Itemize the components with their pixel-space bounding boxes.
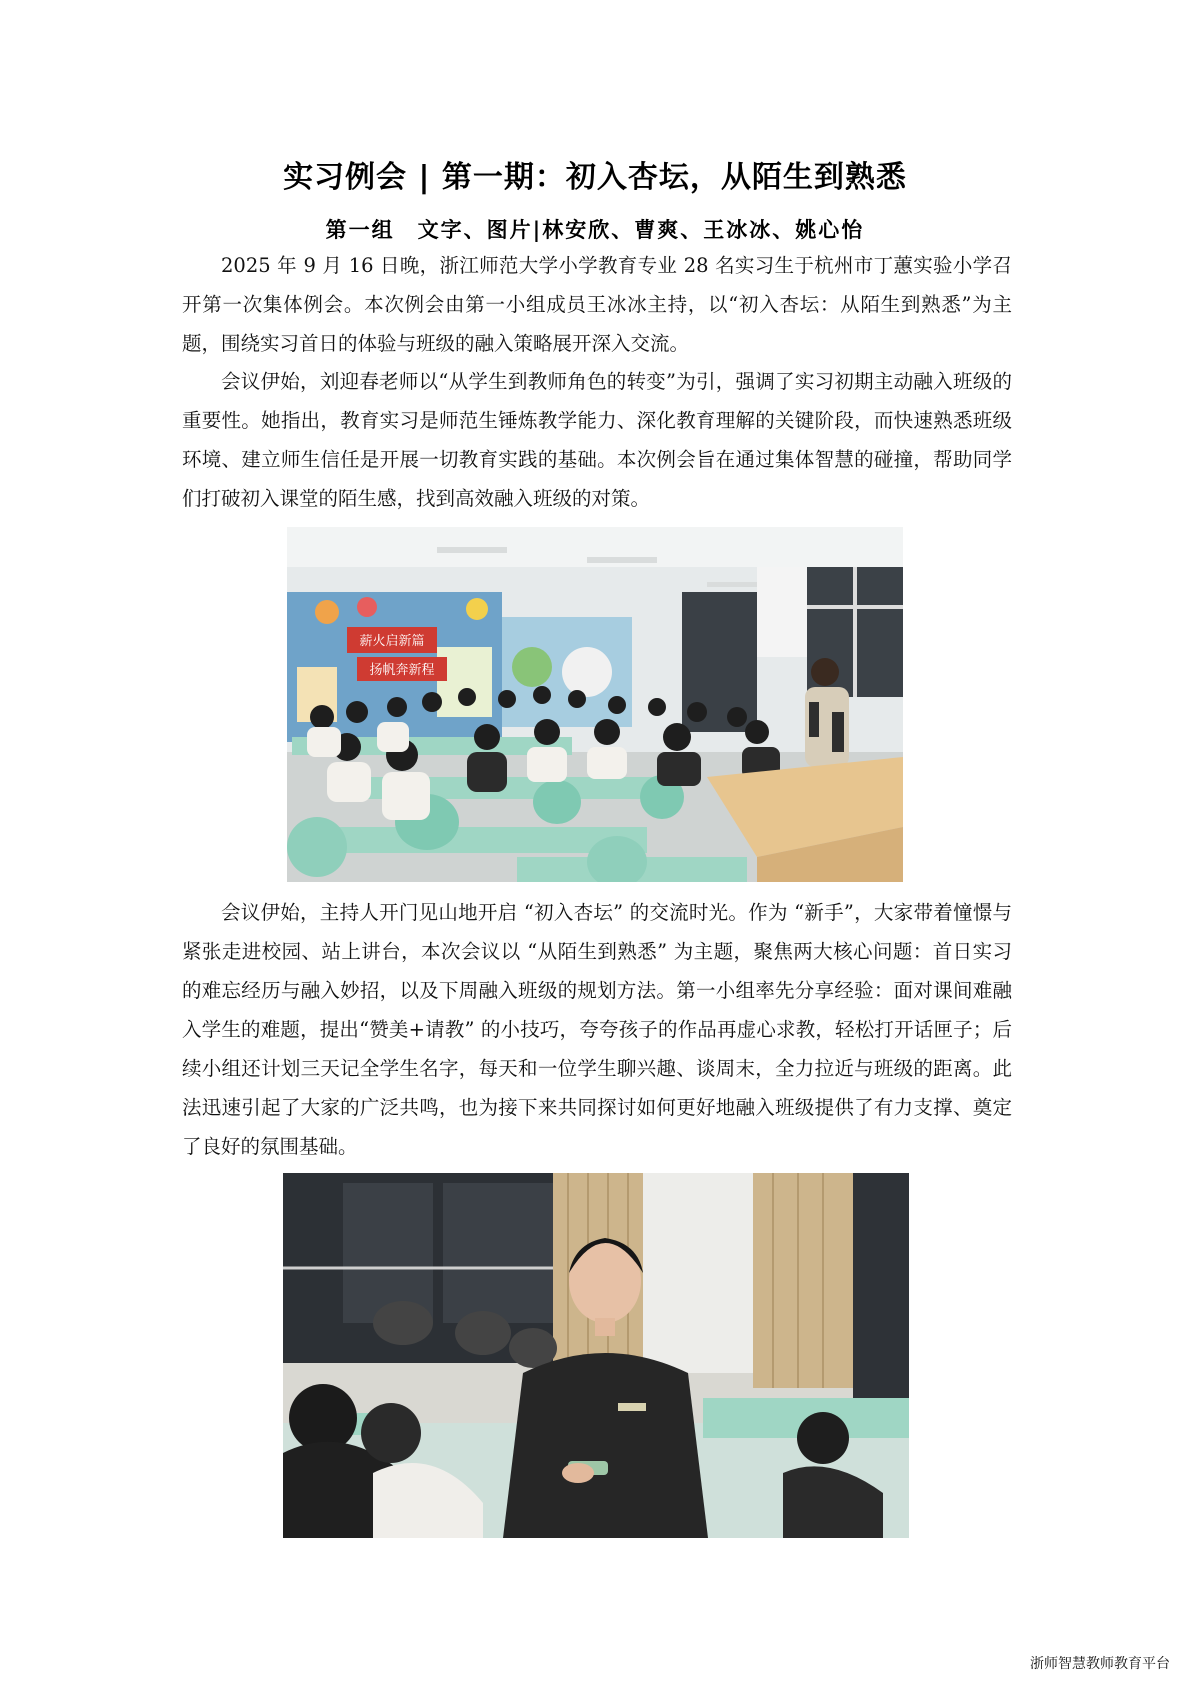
board-slogan-2: 扬帆奔新程: [369, 663, 435, 678]
paragraph-3: 会议伊始，主持人开门见山地开启 “初入杏坛” 的交流时光。作为 “新手”，大家带着憧憬与紧张走进校园、站上讲台，本次会议以 “从陌生到熟悉” 为主题，聚焦两大核心问题：首日实习的难忘经历与融入妙招，以及下周融入班级的规划方法。第一小组率先分享经验：面对课间难融入学生的难题，提出“赞美+请教” 的小技巧，夸夸孩子的作品再虚心求教，轻松打开话匣子；后续小组还计划三天记全学生名字，每天和一位学生聊兴趣、谈周末，全力拉近与班级的距离。此法迅速引起了大家的广泛共鸣，也为接下来共同探讨如何更好地融入班级提供了有力支撑、奠定了良好的氛围基础。: [182, 901, 1012, 1158]
paragraph-2: 会议伊始，刘迎春老师以“从学生到教师角色的转变”为引，强调了实习初期主动融入班级的重要性。她指出，教育实习是师范生锤炼教学能力、深化教育理解的关键阶段，而快速熟悉班级环境、建立师生信任是开展一切教育实践的基础。本次例会旨在通过集体智慧的碰撞，帮助同学们打破初入课堂的陌生感，找到高效融入班级的对策。: [182, 370, 1012, 510]
classroom-meeting-photo: [287, 527, 903, 882]
article-byline: 第一组 文字、图片|林安欣、曹爽、王冰冰、姚心怡: [325, 217, 865, 242]
student-speaking-photo: [283, 1173, 909, 1538]
article-title: 实习例会 | 第一期：初入杏坛，从陌生到熟悉: [283, 160, 907, 195]
paragraph-1: 2025 年 9 月 16 日晚，浙江师范大学小学教育专业 28 名实习生于杭州市丁蕙实验小学召开第一次集体例会。本次例会由第一小组成员王冰冰主持，以“初入杏坛：从陌生到熟悉”为主题，围绕实习首日的体验与班级的融入策略展开深入交流。: [182, 254, 1012, 355]
board-slogan-1: 薪火启新篇: [359, 634, 425, 649]
platform-footer: 浙师智慧教师教育平台: [1030, 1656, 1170, 1672]
